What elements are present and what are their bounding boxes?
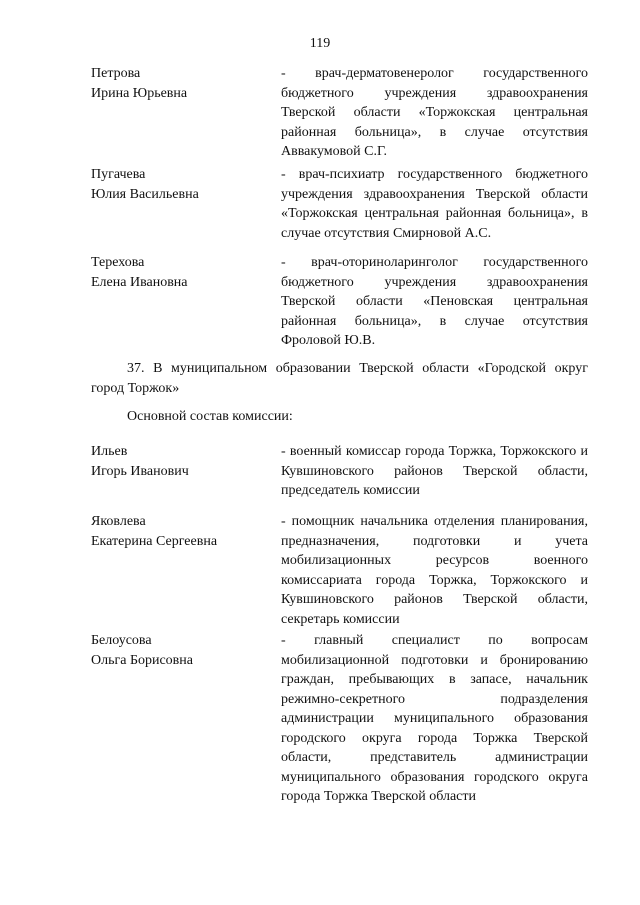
member-given-names: Елена Ивановна [91,274,188,290]
commission-member-entry [91,64,588,162]
commission-member-entry [91,442,588,501]
member-name [91,253,271,292]
commission-member-entry [91,253,588,351]
member-surname: Ильев [91,444,128,459]
section-paragraph: 37. В муниципальном образовании Тверской области «Городской округ город Торжок» [91,361,588,396]
member-position: - военный комиссар города Торжка, Торжокского и Кувшиновского районов Тверской области, председатель комиссии [281,444,588,498]
commission-member-entry [91,512,588,629]
member-position: - врач-дерматовенеролог государственного бюджетного учреждения здравоохранения Тверской области «Торжокская центральная районная больница», в случае отсутствия Аввакумовой С.Г. [281,66,588,159]
member-surname: Белоусова [91,633,152,648]
member-name [91,512,271,551]
member-name [91,631,271,670]
member-given-names: Екатерина Сергеевна [91,533,218,549]
member-name [91,64,271,103]
member-given-names: Игорь Иванович [91,463,189,479]
member-position: - главный специалист по вопросам мобилизационной подготовки и бронированию граждан, пребывающих в запасе, начальник режимно-секретного подразделения администрации муниципального образования городского округа города Торжка Тверской области, представитель администрации муниципального образования городского округа города Торжка Тверской области [281,633,588,804]
member-given-names: Ольга Борисовна [91,652,193,668]
member-given-names: Юлия Васильевна [91,186,199,202]
commission-member-entry [91,631,588,807]
member-surname: Петрова [91,66,141,81]
section-subheading: Основной состав комиссии: [127,409,293,424]
member-surname: Пугачева [91,167,146,182]
page-number: 119 [309,36,331,51]
member-position: - врач-психиатр государственного бюджетного учреждения здравоохранения Тверской области «Торжокская центральная районная больница», в случае отсутствия Смирновой А.С. [281,167,588,241]
member-surname: Яковлева [91,514,146,529]
member-surname: Терехова [91,255,145,270]
member-name [91,442,271,481]
member-position: - врач-оториноларинголог государственного бюджетного учреждения здравоохранения Тверской области «Пеновская центральная районная больница», в случае отсутствия Фроловой Ю.В. [281,255,588,348]
member-position: - помощник начальника отделения планирования, предназначения, подготовки и учета мобилизационных ресурсов военного комиссариата города Торжка, Торжокского и Кувшиновского районов Тверской области, секретарь комиссии [281,514,588,627]
member-given-names: Ирина Юрьевна [91,85,188,101]
member-name [91,165,271,204]
commission-member-entry [91,165,588,243]
